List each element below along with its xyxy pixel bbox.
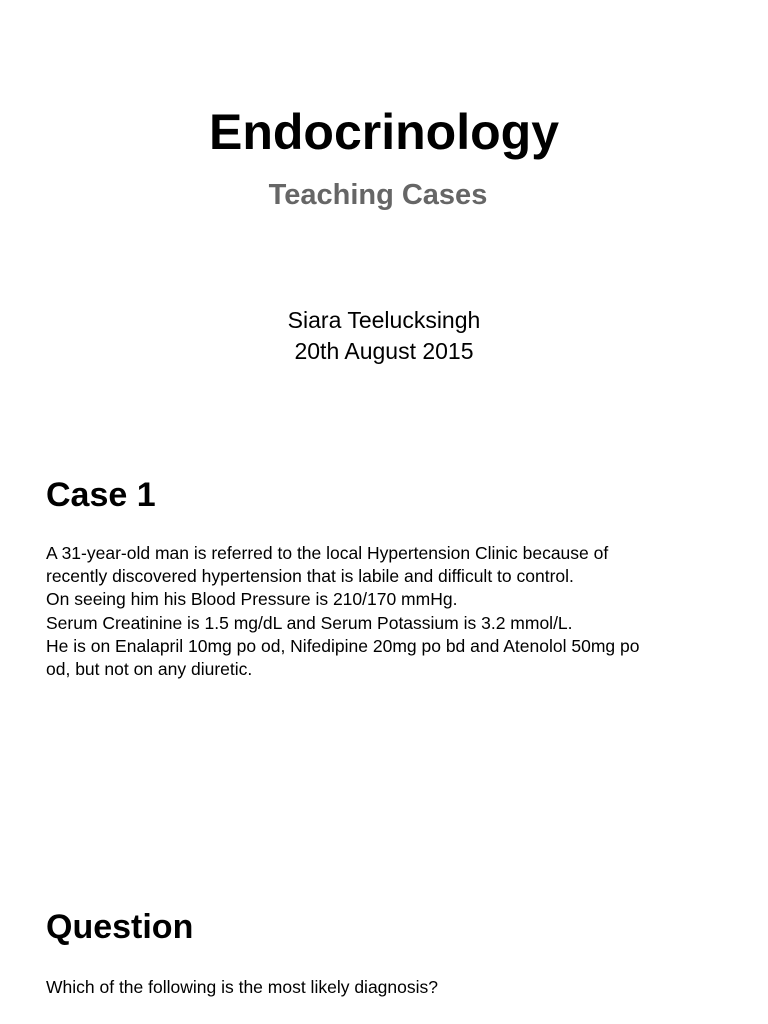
case-line: Serum Creatinine is 1.5 mg/dL and Serum Potassium is 3.2 mmol/L. bbox=[46, 612, 573, 633]
presentation-date: 20th August 2015 bbox=[294, 338, 474, 364]
case-line: A 31-year-old man is referred to the local Hypertension Clinic because of bbox=[46, 543, 609, 563]
page-subtitle: Teaching Cases bbox=[268, 179, 488, 211]
case-line: He is on Enalapril 10mg po od, Nifedipine 20mg po bd and Atenolol 50mg po bbox=[46, 635, 640, 656]
case-heading: Case 1 bbox=[46, 476, 156, 514]
question-text: Which of the following is the most likely diagnosis? bbox=[46, 977, 438, 997]
case-line: recently discovered hypertension that is labile and difficult to control. bbox=[46, 566, 574, 587]
page-title: Endocrinology bbox=[209, 104, 559, 160]
title-slide bbox=[0, 0, 768, 460]
author-name: Siara Teelucksingh bbox=[287, 307, 481, 333]
question-heading: Question bbox=[46, 908, 194, 946]
case-line: od, but not on any diuretic. bbox=[46, 659, 253, 680]
case-description bbox=[46, 542, 726, 681]
case-line: On seeing him his Blood Pressure is 210/170 mmHg. bbox=[46, 589, 458, 610]
